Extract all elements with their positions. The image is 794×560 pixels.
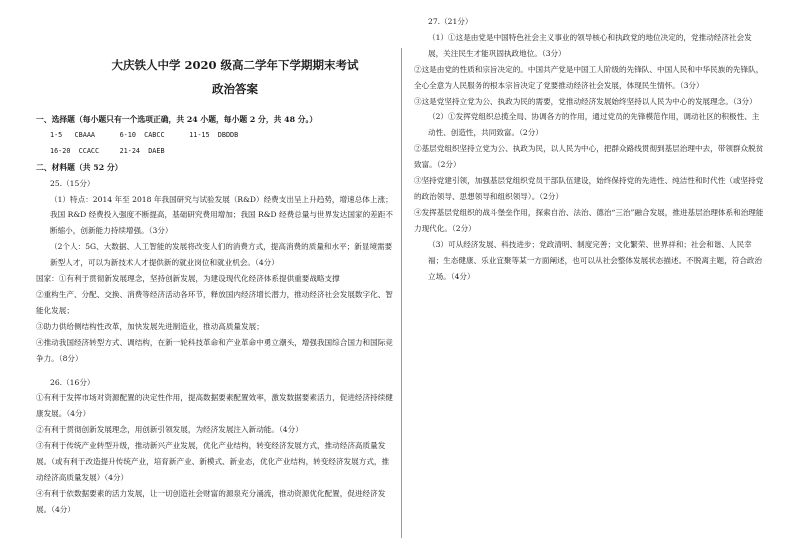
q27-paragraph-1: （1）①这是由党是中国特色社会主义事业的领导核心和执政党的地位决定的，党推动经济社会发展，关注民生才能巩固执政地位。（3分） xyxy=(428,32,752,58)
q25-paragraph-2: （2个人：5G、大数据、人工智能的发展将改变人们的消费方式，提高消费的质量和水平；新显境需要新型人才，可以为新技术人才提供新的就业岗位和就业机会。（4分） xyxy=(50,242,393,268)
q27-paragraph-6: ③坚持党建引领，加强基层党组织党员干部队伍建设，始终保持党的先进性、纯洁性和时代性（或坚持党的政治领导、思想领导和组织领导）。（2分） xyxy=(414,176,764,201)
answer-line-1: 1-5 CBAAA 6-10 CABCC 11-15 DBDDB xyxy=(50,130,239,139)
q25-paragraph-1: （1）特点：2014 年至 2018 年我国研究与试验发展（R&D）经费支出呈上升趋势，增速总体上涨；我国 R&D 经费投入强度不断提高，基础研究费用增加；我国 R&D 经费总量与世界发达国家的差距不断缩小，创新能力持续增强。（3分） xyxy=(50,194,393,236)
q26-paragraph-1: ①有利于发挥市场对资源配置的决定性作用，提高数据要素配置效率，激发数据要素活力，促进经济持续健康发展。（4分） xyxy=(36,393,393,419)
q25-paragraph-6: ④推动我国经济转型方式、调结构，在新一轮科技革命和产业革命中勇立潮头，增强我国综合国力和国际竞争力。（8分） xyxy=(36,337,393,363)
left-column xyxy=(36,0,394,560)
column-divider xyxy=(401,48,402,538)
q25-paragraph-4: ②重构生产、分配、交换、消费等经济活动各环节，释放国内经济增长潜力，推动经济社会发展数字化、智能化发展； xyxy=(36,289,393,315)
section1-heading: 一、选择题（每小题只有一个选项正确，共 24 小题，每小题 2 分，共 48 分。） xyxy=(36,115,318,124)
q27-paragraph-3: ③这是党坚持立党为公、执政为民的需要，党推动经济发展始终坚持以人民为中心的发展理念。（3分） xyxy=(414,96,757,106)
q26-paragraph-4: ④有利于依数据要素的活力发展，让一切创造社会财富的源泉充分涌流，推动资源优化配置，促进经济发展。（4分） xyxy=(36,488,386,514)
q25-paragraph-3: 国家：①有利于贯彻新发展理念，坚持创新发展，为建设现代化经济体系提供重要战略支撑 xyxy=(36,274,340,284)
section2-heading: 二、材料题（共 52 分） xyxy=(36,162,123,172)
q27-paragraph-2: ②这是由党的性质和宗旨决定的。中国共产党是中国工人阶级的先锋队、中国人民和中华民族的先锋队，全心全意为人民服务的根本宗旨决定了党要推动经济社会发展，体现民生情怀。（3分） xyxy=(414,64,764,90)
q25-label: 25.（15分） xyxy=(50,178,95,188)
q27-paragraph-5: ②基层党组织坚持立党为公、执政为民，以人民为中心，把群众路线贯彻到基层治理中去，带领群众脱贫致富。（2分） xyxy=(414,144,764,170)
q27-paragraph-7: ④发挥基层党组织的战斗堡垒作用，探索自治、法治、德治“三治”融合发展，推进基层治理体系和治理能力现代化。（2分） xyxy=(414,207,764,233)
q26-paragraph-3: ③有利于传统产业转型升级，推动新兴产业发展，优化产业结构，转变经济发展方式，推动经济高质量发展。（或有利于改造提升传统产业，培育新产业、新模式、新业态，优化产业结构，转变经济发展方式，推动经济高质量发展）（4分） xyxy=(36,441,390,482)
q27-paragraph-4: （2）①发挥党组织总揽全局、协调各方的作用，通过党员的先锋模范作用，调动社区的积极性、主动性、创造性，共同致富。（2分） xyxy=(428,112,760,138)
q27-paragraph-8: （3）可从经济发展、科技进步；党政清明、制度完善；文化繁荣、世界祥和；社会和谐、人民幸福；生态健康、乐业宜聚等某一方面阐述，也可以从社会整体发展状态描述。不脱离主题，符合政治立场。（4分） xyxy=(428,239,763,281)
q26-paragraph-2: ②有利于贯彻创新发展理念，用创新引领发展，为经济发展注入新动能。（4分） xyxy=(36,425,303,435)
page-subtitle: 政治答案 xyxy=(212,82,258,96)
right-column xyxy=(414,0,766,560)
page-title: 大庆铁人中学 2020 级高二学年下学期期末考试 xyxy=(111,58,359,72)
q25-paragraph-5: ③助力供给侧结构性改革，加快发展先进制造业，推动高质量发展； xyxy=(36,321,264,331)
answer-line-2: 16-20 CCACC 21-24 DAEB xyxy=(50,146,165,155)
q26-label: 26.（16分） xyxy=(50,377,95,387)
q27-label: 27.（21分） xyxy=(428,17,473,26)
